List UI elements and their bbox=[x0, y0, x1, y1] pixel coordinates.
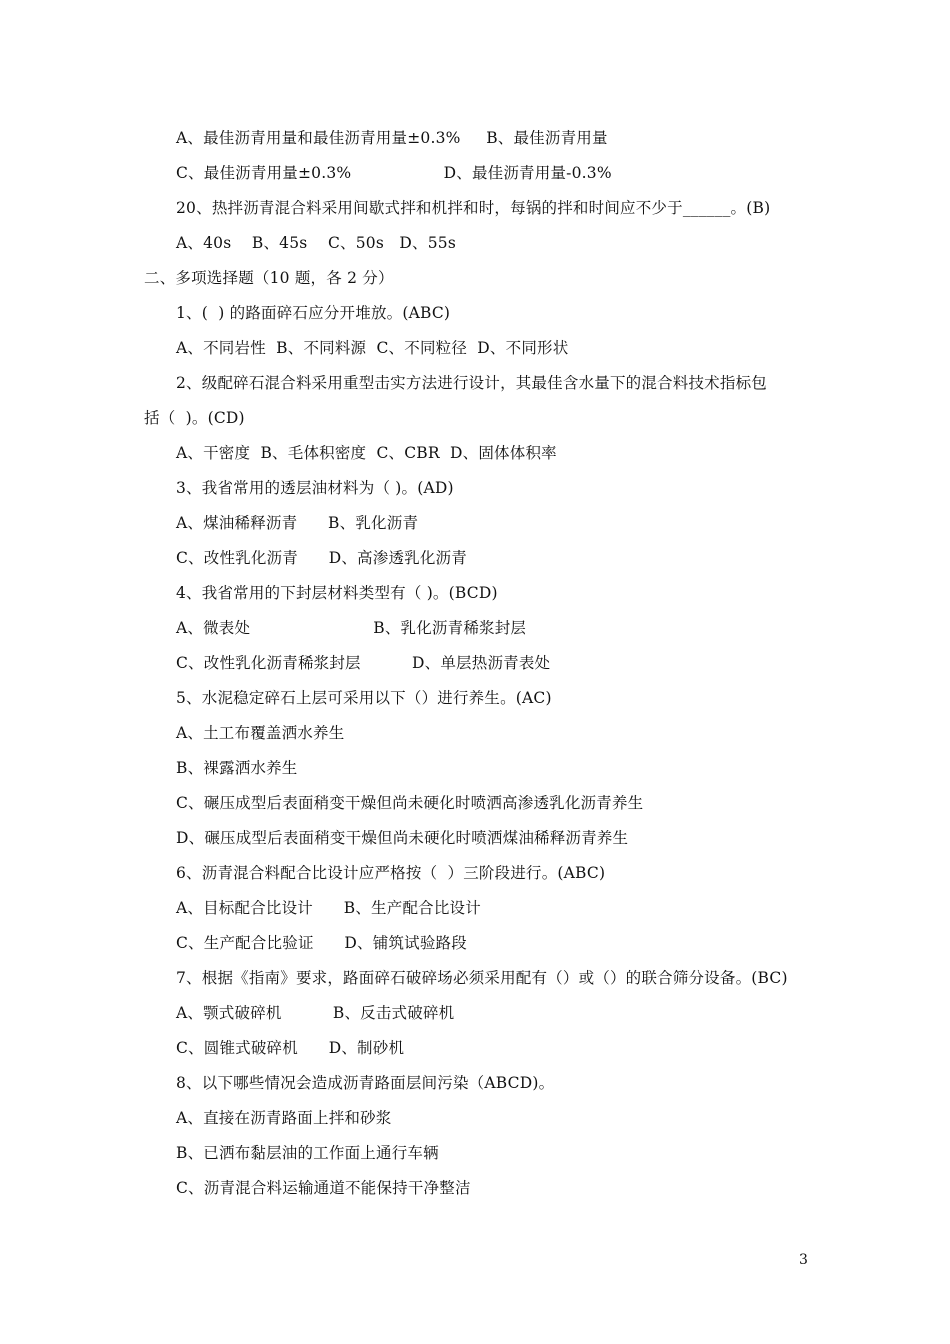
option-line: A、土工布覆盖洒水养生 bbox=[176, 724, 345, 742]
option-line: C、碾压成型后表面稍变干燥但尚未硬化时喷洒高渗透乳化沥青养生 bbox=[176, 794, 644, 812]
option-line: C、圆锥式破碎机 D、制砂机 bbox=[176, 1039, 405, 1057]
option-line: A、微表处 B、乳化沥青稀浆封层 bbox=[176, 619, 527, 637]
option-line: A、目标配合比设计 B、生产配合比设计 bbox=[176, 899, 481, 917]
section-heading: 二、多项选择题（10 题，各 2 分） bbox=[144, 269, 394, 287]
question-line-continuation: 括（ )。(CD) bbox=[144, 409, 245, 427]
option-line: C、改性乳化沥青 D、高渗透乳化沥青 bbox=[176, 549, 467, 567]
page-number: 3 bbox=[799, 1252, 808, 1268]
question-line: 3、我省常用的透层油材料为（ )。(AD) bbox=[176, 479, 454, 497]
option-line: C、生产配合比验证 D、铺筑试验路段 bbox=[176, 934, 467, 952]
question-line: 4、我省常用的下封层材料类型有（ )。(BCD) bbox=[176, 584, 498, 602]
option-line: C、沥青混合料运输通道不能保持干净整洁 bbox=[176, 1179, 471, 1197]
option-line: A、干密度 B、毛体积密度 C、CBR D、固体体积率 bbox=[176, 444, 557, 462]
option-line: A、直接在沥青路面上拌和砂浆 bbox=[176, 1109, 392, 1127]
option-line: C、最佳沥青用量±0.3% D、最佳沥青用量-0.3% bbox=[176, 164, 612, 182]
option-line: B、已洒布黏层油的工作面上通行车辆 bbox=[176, 1144, 439, 1162]
question-line: 1、( ) 的路面碎石应分开堆放。(ABC) bbox=[176, 304, 451, 322]
question-line: 2、级配碎石混合料采用重型击实方法进行设计，其最佳含水量下的混合料技术指标包 bbox=[176, 374, 767, 392]
question-line: 8、以下哪些情况会造成沥青路面层间污染（ABCD)。 bbox=[176, 1074, 555, 1092]
question-line: 6、沥青混合料配合比设计应严格按（ ）三阶段进行。(ABC) bbox=[176, 864, 606, 882]
question-line: 7、根据《指南》要求，路面碎石破碎场必须采用配有（）或（）的联合筛分设备。(BC) bbox=[176, 969, 788, 987]
option-line: A、不同岩性 B、不同料源 C、不同粒径 D、不同形状 bbox=[176, 339, 569, 357]
option-line: C、改性乳化沥青稀浆封层 D、单层热沥青表处 bbox=[176, 654, 551, 672]
option-line: A、颚式破碎机 B、反击式破碎机 bbox=[176, 1004, 455, 1022]
question-line: 20、热拌沥青混合料采用间歇式拌和机拌和时，每锅的拌和时间应不少于______。(B) bbox=[176, 199, 771, 217]
option-line: D、碾压成型后表面稍变干燥但尚未硬化时喷洒煤油稀释沥青养生 bbox=[176, 829, 629, 847]
option-line: B、裸露洒水养生 bbox=[176, 759, 298, 777]
option-line: A、40s B、45s C、50s D、55s bbox=[176, 234, 456, 252]
option-line: A、最佳沥青用量和最佳沥青用量±0.3% B、最佳沥青用量 bbox=[176, 129, 608, 147]
question-line: 5、水泥稳定碎石上层可采用以下（）进行养生。(AC) bbox=[176, 689, 552, 707]
option-line: A、煤油稀释沥青 B、乳化沥青 bbox=[176, 514, 419, 532]
